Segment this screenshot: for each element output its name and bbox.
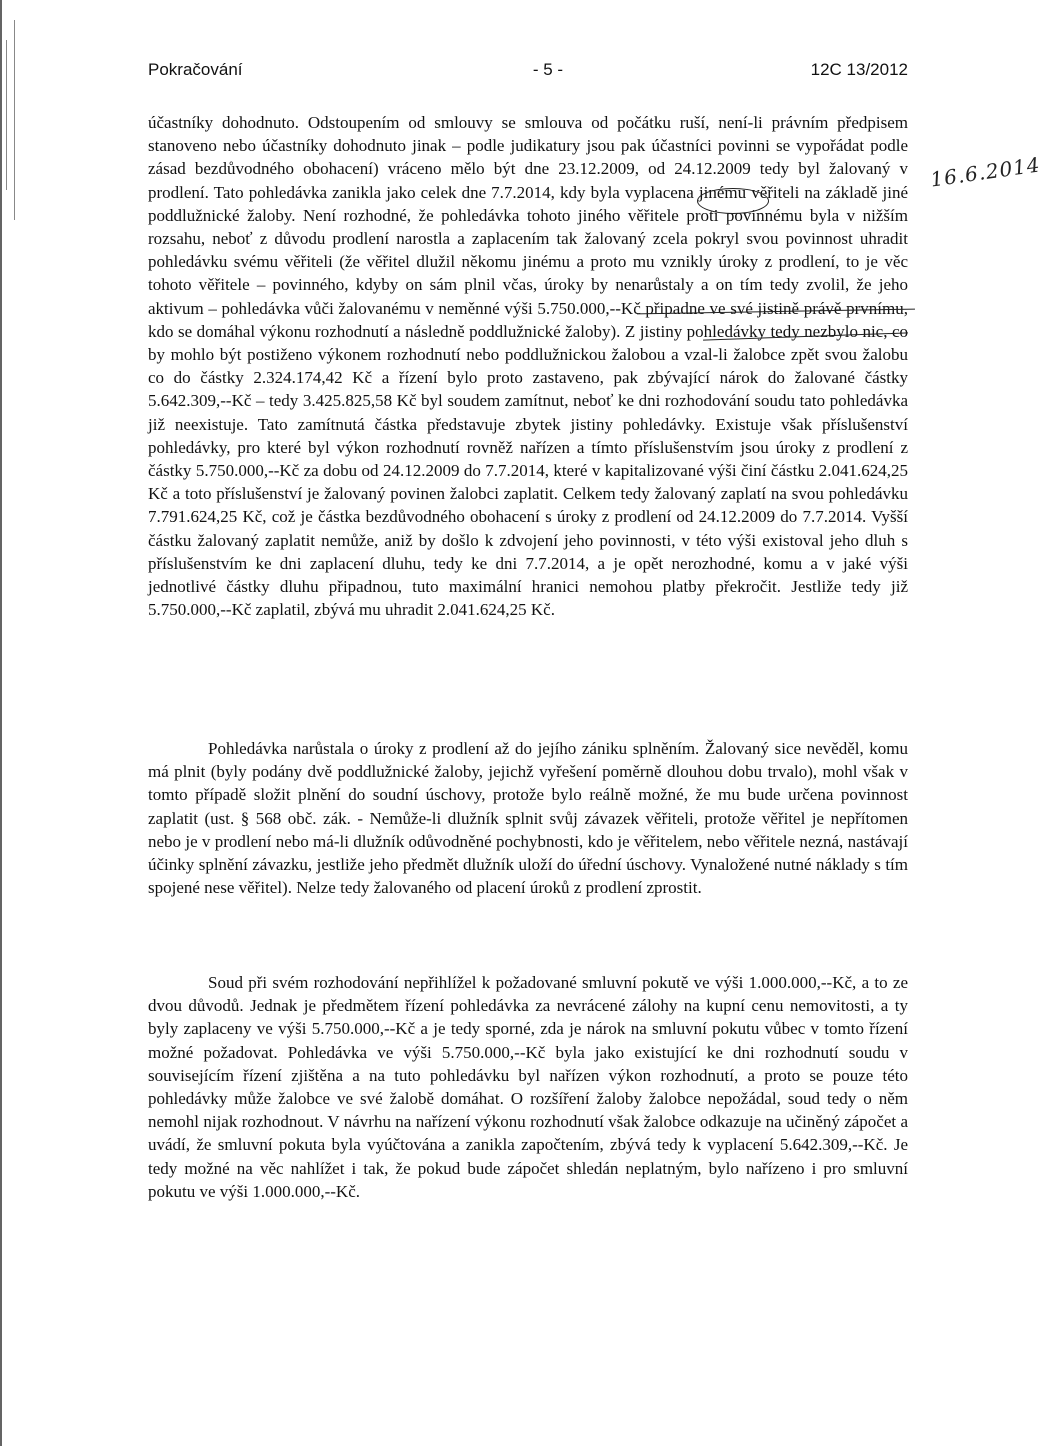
paragraph-1: účastníky dohodnuto. Odstoupením od smlouvy se smlouva od počátku ruší, není-li právním předpisem stanoveno nebo účastníky dohodnuto jinak – podle judikatury jsou pak účastníci povinni se vypořádat podle zásad bezdůvodného obohacení) vráceno mělo být dne 23.12.2009, od 24.12.2009 tedy byl žalovaný v prodlení. Tato pohledávka zanikla jako celek dne 7.7.2014, kdy byla vyplacena jinému věřiteli na základě jiné poddlužnické žaloby. Není rozhodné, že pohledávka tohoto jiného věřitele proti povinnému byla v nižším rozsahu, neboť z důvodu prodlení narostla a zaplacením tak žalovaný zcela pokryl svou povinnost uhradit pohledávku svému věřiteli (že věřitel dlužil někomu jinému a proto mu vznikly úroky z prodlení, to je věc tohoto věřitele – povinného, kdyby on sám plnil včas, úroky by nenarůstaly a on tím tedy zvolil, že jeho aktivum – pohledávka vůči žalovanému v neměnné výši 5.750.000,--Kč připadne ve své jistině právě prvnímu, kdo se domáhal výkonu rozhodnutí a následně poddlužnické žaloby). Z jistiny pohledávky tedy nezbylo nic, co by mohlo být postiženo výkonem rozhodnutí nebo poddlužnickou žalobou a vzal-li žalobce zpět svou žalobu co do částky 2.324.174,42 Kč a řízení bylo proto zastaveno, pak zbývající nárok do žalované částky 5.642.309,--Kč – tedy 3.425.825,58 Kč byl soudem zamítnut, neboť ke dni rozhodování soudu tato pohledávka již neexistuje. Tato zamítnutá částka představuje zbytek jistiny pohledávky. Existuje však příslušenství pohledávky, pro které byl výkon rozhodnutí rovněž nařízen a tímto příslušenstvím jsou úroky z prodlení z částky 5.750.000,--Kč za dobu od 24.12.2009 do 7.7.2014, které v kapitalizované výši činí částku 2.041.624,25 Kč a toto příslušenství je žalovaný povinen žalobci zaplatit. Celkem tedy žalovaný zaplatí na svou pohledávku 7.791.624,25 Kč, což je částka bezdůvodného obohacení s úroky z prodlení od 24.12.2009 do 7.7.2014. Vyšší částku žalovaný zaplatit nemůže, aniž by došlo k zdvojení jeho povinnosti, v této výši existoval jeho dluh s příslušenstvím ke dni zaplacení dluhu, tedy ke dni 7.7.2014, a je opět nerozhodné, komu a v jaké výši jednotlivé částky dluhu připadnou, tuto maximální hranici nemohou platby překročit. Jestliže tedy již 5.750.000,--Kč zaplatil, zbývá mu uhradit 2.041.624,25 Kč. (148, 113, 908, 620)
paragraph-3: Soud při svém rozhodování nepřihlížel k požadované smluvní pokutě ve výši 1.000.000,--Kč, a to ze dvou důvodů. Jednak je předmětem řízení pohledávka za nevrácené zálohy na kupní cenu nemovitosti, a ty byly zaplaceny ve výši 5.750.000,--Kč a je tedy sporné, zda je nárok na smluvní pokutu vůbec v tomto řízení možné požadovat. Pohledávka ve výši 5.750.000,--Kč byla jako existující ke dni rozhodnutí soudu v souvisejícím řízení zjištěna a na tuto pohledávku byl nařízen výkon rozhodnutí, a proto se pouze této pohledávky může žalobce ve své žalobě domáhat. O rozšíření žaloby žalobce nepožádal, soud tedy o něm nemohl nijak rozhodnout. V návrhu na nařízení výkonu rozhodnutí však žalobce odkazuje na učiněný zápočet a uvádí, že smluvní pokuta byla vyúčtována a zanikla započtením, zbývá tedy k vyplacení 5.642.309,--Kč. Je tedy možné na věc nahlížet i tak, že pokud bude zápočet shledán neplatným, bylo nařízeno i pro smluvní pokutu ve výši 1.000.000,--Kč. (148, 973, 908, 1201)
page-header (148, 60, 908, 84)
case-number: 12C 13/2012 (810, 60, 908, 79)
page-number: - 5 - (532, 60, 564, 79)
header-continuation-label: Pokračování (148, 60, 243, 79)
paragraph-2: Pohledávka narůstala o úroky z prodlení až do jejího zániku splněním. Žalovaný sice nevěděl, komu má plnit (byly podány dvě poddlužnické žaloby, jejichž vyřešení poměrně dlouhou dobu trvalo), mohl však v tomto případě složit plnění do soudní úschovy, protože bylo reálně možné, že mu bude určena povinnost zaplatit (ust. § 568 obč. zák. - Nemůže-li dlužník splnit svůj závazek věřiteli, protože věřitel je nepřítomen nebo je v prodlení nebo má-li dlužník odůvodněné pochybnosti, kdo je věřitelem, nebo věřitele nezná, nastávají účinky splnění závazku, jestliže jeho předmět dlužník uloží do úřední úschovy. Vynaložené nutné náklady s tím spojené nese věřitel). Nelze tedy žalovaného od placení úroků z prodlení zprostit. (148, 739, 908, 898)
handwritten-margin-note: 16.6.2014 (928, 152, 1042, 192)
scan-edge-line (0, 0, 2, 1446)
handwritten-circle-mark (697, 188, 769, 214)
scan-artifact-line (14, 20, 15, 220)
scan-artifact-line (6, 40, 7, 190)
